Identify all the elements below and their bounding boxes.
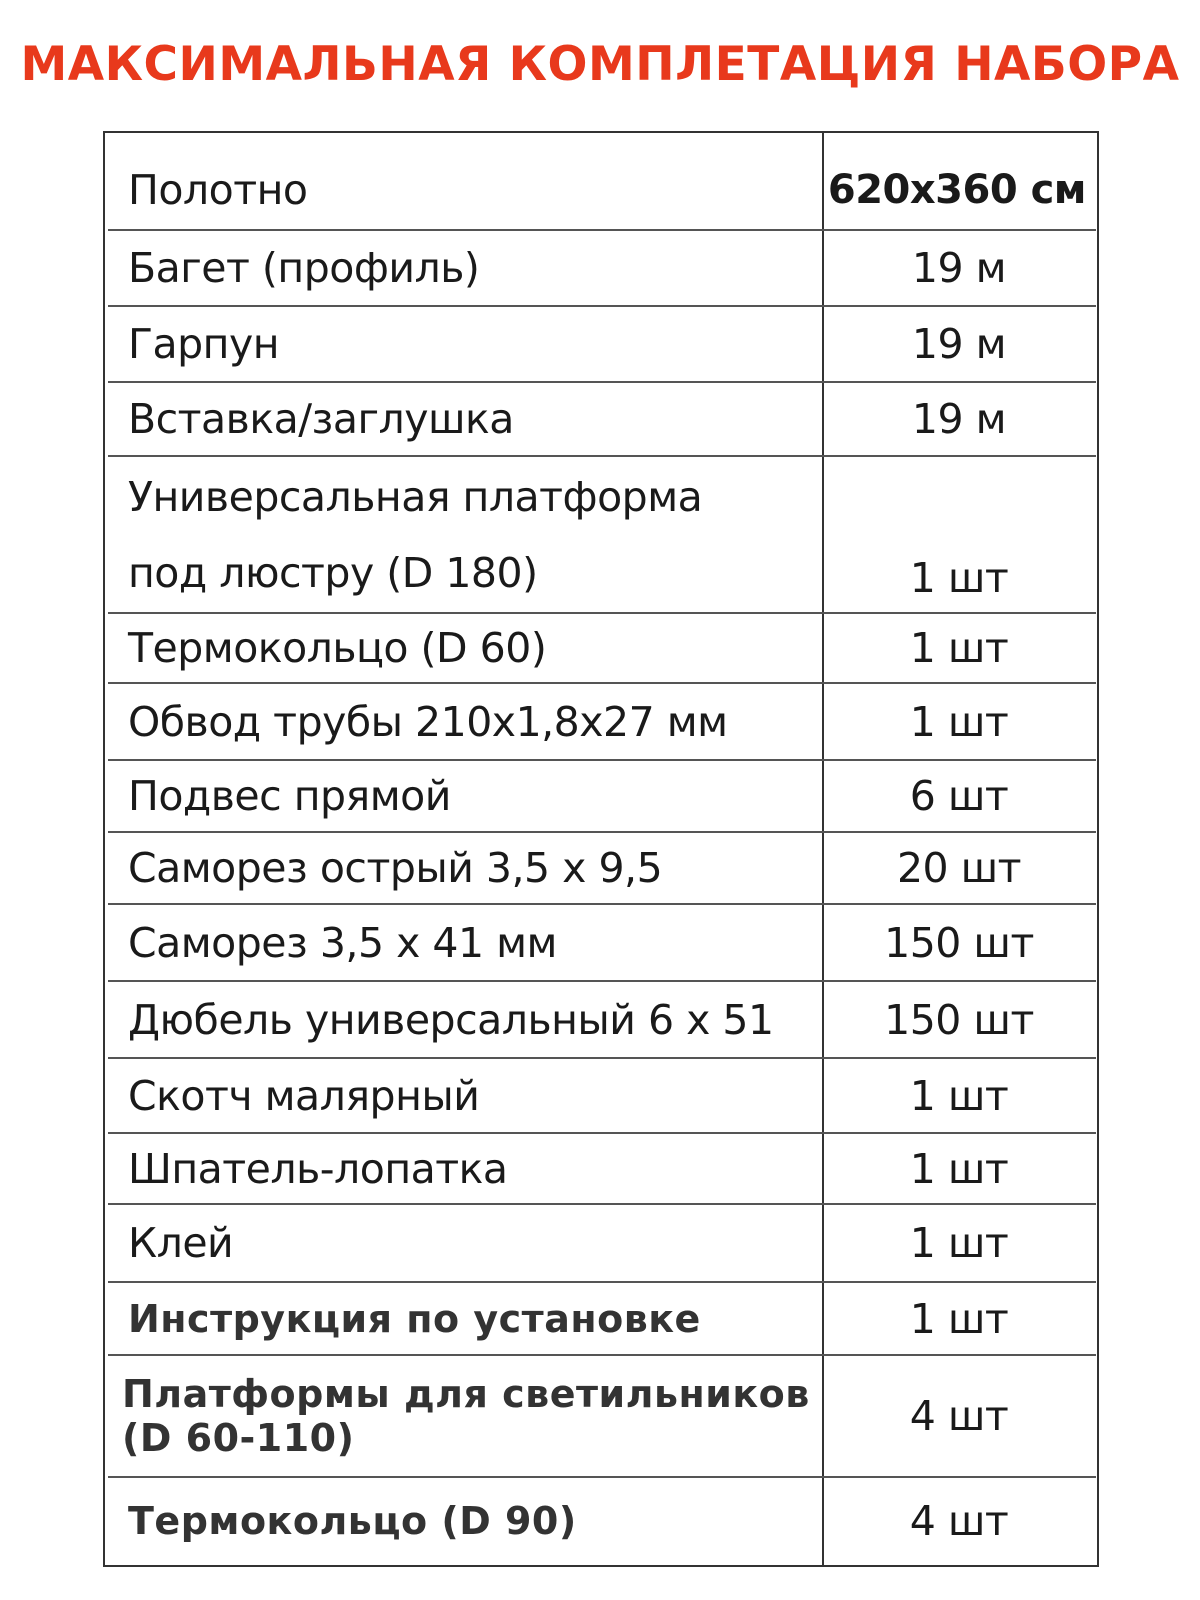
- row-label: [128, 457, 828, 612]
- row-label: Саморез острый 3,5 х 9,5: [128, 844, 663, 892]
- row-value: 20 шт: [896, 844, 1022, 892]
- row-label: Скотч малярный: [128, 1071, 480, 1120]
- table-row: [108, 457, 1096, 614]
- table-row: [108, 1478, 1096, 1564]
- row-value: 1 шт: [909, 554, 1009, 602]
- table-row: [108, 1205, 1096, 1283]
- row-value: 1 шт: [909, 1144, 1009, 1193]
- row-label: Гарпун: [128, 320, 280, 368]
- table-row: [108, 307, 1096, 383]
- row-value: 4 шт: [909, 1392, 1009, 1440]
- row-value: 6 шт: [909, 772, 1009, 820]
- row-label: Вставка/заглушка: [128, 395, 514, 443]
- row-value: 1 шт: [909, 624, 1009, 672]
- row-value: 1 шт: [909, 1294, 1009, 1343]
- row-value: 4 шт: [909, 1497, 1009, 1545]
- row-label: [122, 1356, 822, 1476]
- row-label: Термокольцо (D 90): [128, 1499, 577, 1543]
- table-row: [108, 1059, 1096, 1134]
- row-value: 620x360 см: [827, 166, 1086, 213]
- table-row: [108, 150, 1096, 231]
- row-label-line: Платформы для светильников: [122, 1372, 810, 1416]
- row-label: Дюбель универсальный 6 х 51: [128, 995, 774, 1044]
- table-row: [108, 614, 1096, 684]
- row-value: 150 шт: [884, 995, 1034, 1044]
- row-value: 150 шт: [884, 918, 1034, 967]
- row-value: 1 шт: [909, 1219, 1009, 1267]
- table-row: [108, 684, 1096, 761]
- row-label: Полотно: [128, 165, 308, 214]
- row-label: Обвод трубы 210х1,8х27 мм: [128, 697, 728, 746]
- row-value: 19 м: [911, 244, 1007, 292]
- table-row: [108, 1134, 1096, 1205]
- row-label: Саморез 3,5 х 41 мм: [128, 918, 557, 967]
- table-row: [108, 833, 1096, 905]
- row-label-line: под люстру (D 180): [128, 548, 538, 597]
- page-title: МАКСИМАЛЬНАЯ КОМПЛЕТАЦИЯ НАБОРА: [20, 37, 1180, 92]
- row-label: Подвес прямой: [128, 772, 451, 820]
- row-value: 19 м: [911, 320, 1007, 368]
- row-label: Инструкция по установке: [128, 1296, 701, 1341]
- table-row: [108, 982, 1096, 1059]
- row-label-line: (D 60-110): [122, 1416, 355, 1460]
- table-row: [108, 761, 1096, 833]
- row-label: Шпатель-лопатка: [128, 1144, 508, 1193]
- row-label: Клей: [128, 1219, 234, 1267]
- row-label: Термокольцо (D 60): [128, 624, 547, 672]
- row-value: 19 м: [911, 395, 1007, 443]
- table-row: [108, 383, 1096, 457]
- row-value: 1 шт: [909, 697, 1009, 746]
- table-row: [108, 1356, 1096, 1478]
- table-row: [108, 231, 1096, 307]
- row-label: Багет (профиль): [128, 244, 480, 292]
- row-label-line: Универсальная платформа: [128, 472, 703, 521]
- table-row: [108, 905, 1096, 982]
- table-row: [108, 1283, 1096, 1356]
- row-value: 1 шт: [909, 1071, 1009, 1120]
